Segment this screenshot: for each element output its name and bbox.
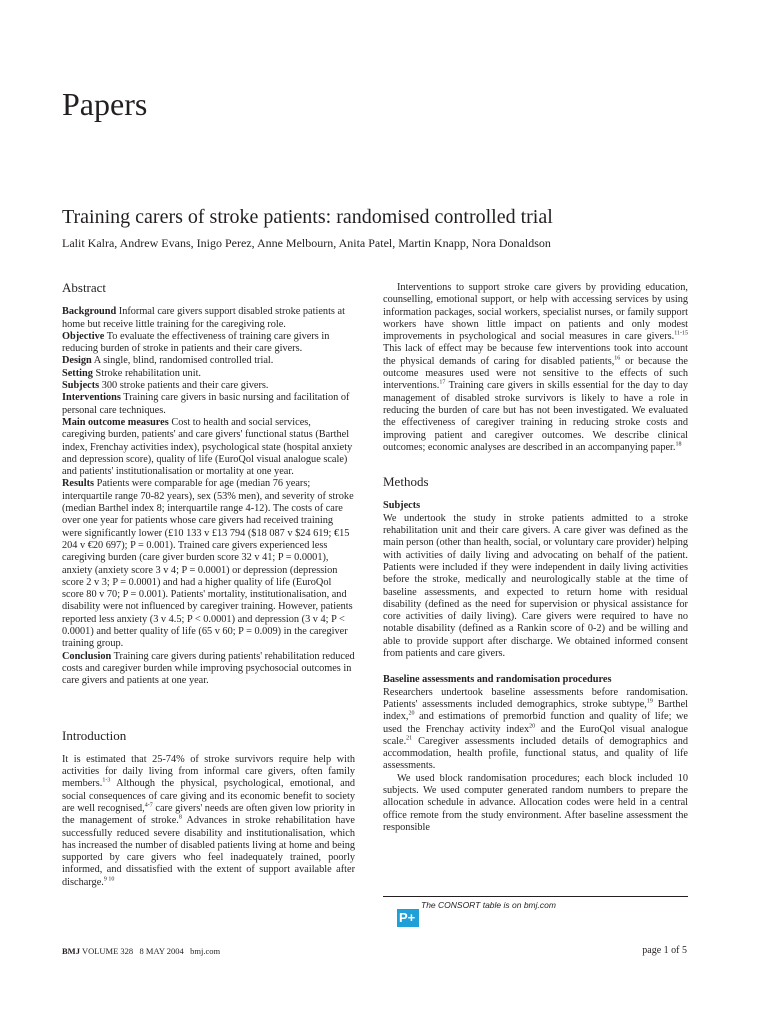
- abstract-background: Background Informal care givers support disabled stroke patients at home but receive little training for the caregiving role.: [62, 306, 345, 330]
- abstract-results: Results Patients were comparable for age (median 76 years; interquartile range 70-82 years), sex (53% men), and severity of stroke (median Barthel index 8; interquartile range 4-12). The costs of care over one year for patients whose care givers had received training were significantly lower (£10 133 v £13 794 ($18 087 v $24 619; €15 204 v €20 697); P = 0.001). Trained care givers experienced less caregiving burden (care giver burden score 32 v 41; P = 0.0001), anxiety (anxiety score 3 v 4; P = 0.0001) or depression (depression score 2 v 3; P = 0.0001) and had a higher quality of life (EuroQol score 80 v 70; P = 0.001). Patients' mortality, institutionalisation, and disability were not influenced by caregiver training. However, patients reported less anxiety (3 v 4.5; P < 0.0001) and depression (3 v 4; P < 0.0001) and better quality of life (65 v 60; P = 0.009) in the caregiver training group.: [62, 478, 354, 650]
- subjects-body: [383, 513, 688, 661]
- footer-volume: VOLUME 328: [81, 946, 134, 956]
- methods-heading: Methods: [383, 474, 429, 490]
- abstract-interventions: Interventions Training care givers in basic nursing and facilitation of personal care techniques.: [62, 392, 350, 416]
- footer-citation: [62, 946, 220, 956]
- section-heading: Papers: [62, 86, 148, 122]
- article-title: Training carers of stroke patients: randomised controlled trial: [62, 206, 553, 228]
- baseline-subheading: Baseline assessments and randomisation procedures: [383, 674, 612, 686]
- footer-journal: BMJ: [62, 946, 80, 956]
- intro-continued: [383, 282, 688, 454]
- subjects-paragraph: We undertook the study in stroke patients admitted to a stroke rehabilitation unit and their care givers. A care giver was defined as the main person (other than health, social, or voluntary care provider) helping with activities of daily living and advocating on behalf of the patient. Patients were included if they were independent in daily living activities before the stroke, medically and neurologically stable at the time of baseline assessments, and expected to return home with residual disability (defined as the need for supervision or physical assistance for core activities of daily living). Care givers were required to have no notable disability (defined as a Rankin score of 0-2) and be willing and able to provide support after discharge. We obtained informed consent from patients and care givers.: [383, 512, 688, 660]
- abstract-heading: Abstract: [62, 280, 107, 295]
- randomisation-paragraph: We used block randomisation procedures; each block included 10 subjects. We used computer generated random numbers to prepare the allocation schedule in advance. Allocation codes were held in a central office remote from the study environment. After baseline assessment the responsible: [383, 772, 688, 833]
- consort-note-text: The CONSORT table is on bmj.com: [421, 900, 556, 910]
- abstract-subjects: Subjects 300 stroke patients and their care givers.: [62, 380, 269, 392]
- introduction-heading: Introduction: [62, 727, 127, 743]
- pplus-logo-icon: P+: [397, 909, 419, 927]
- abstract-setting: Setting Stroke rehabilitation unit.: [62, 367, 202, 379]
- footer-site: bmj.com: [190, 946, 221, 956]
- intro-continued-paragraph: Interventions to support stroke care givers by providing education, counselling, emotional support, or help with accessing services by using information packages, social workers, specialist nurses, or family support workers have shown little impact on patients and only modest improvements in psychological and social measures in care givers.$^{11-15}$ This lack of effect may be because few interventions took into account the physical demands of caring for disabled patients,$^{16}$ or because the outcome measures used were not sensitive to the effects of such interventions.$^{17}$ Training care givers in skills essential for the day to day management of disabled stroke survivors is likely to have a role in reducing the burden of care but has not been investigated. We evaluated the effectiveness of caregiver training in reducing stroke costs and improving patient and caregiver outcomes. We describe clinical outcomes; economic analyses are described in an accompanying paper.$^{18}$: [383, 282, 688, 453]
- left-column: [62, 282, 355, 889]
- right-column: [383, 282, 688, 834]
- abstract-body: [62, 306, 355, 687]
- abstract-outcome-measures: Main outcome measures Cost to health and social services, caregiving burden, patients' and care givers' functional status (Barthel index, Frenchay activities index), psychological state (hospital anxiety and depression score), quality of life (EuroQol visual analogue scale) and patients' institutionalisation or mortality at one year.: [62, 416, 353, 478]
- author-list: Lalit Kalra, Andrew Evans, Inigo Perez, Anne Melbourn, Anita Patel, Martin Knapp, Nora Donaldson: [62, 236, 551, 250]
- footer-date: 8 MAY 2004: [139, 946, 184, 956]
- abstract-objective: Objective To evaluate the effectiveness of training care givers in reducing burden of stroke in patients and their care givers.: [62, 330, 330, 355]
- introduction-paragraph: It is estimated that 25-74% of stroke survivors require help with activities for daily living from informal care givers, often family members.$^{1-3}$ Although the physical, psychological, emotional, and social consequences of care giving and its economic benefit to society are well recognised,$^{4-7}$ care givers' needs are often given low priority in the management of stroke.$^8$ Advances in stroke rehabilitation have successfully reduced severe disability and institutionalisation, which has increased the number of disabled patients living at home and being supported by care givers who feel inadequately trained, poorly informed, and dissatisfied with the extent of support available after discharge.$^{9 10}$: [62, 753, 356, 888]
- abstract-design: Design A single, blind, randomised controlled trial.: [62, 355, 274, 367]
- page-number: page 1 of 5: [642, 945, 687, 956]
- baseline-paragraph: Researchers undertook baseline assessments before randomisation. Patients' assessments included demographics, stroke subtype,$^{19}$ Barthel index,$^{20}$ and estimations of premorbid function and quality of life; we used the Frenchay activity index$^{20}$ and the EuroQol visual analogue scale.$^{21}$ Caregiver assessments included details of demographics and accommodation, health profile, functional status, and quality of life assessments.: [383, 686, 688, 772]
- introduction-body: [62, 754, 355, 889]
- subjects-subheading: Subjects: [383, 500, 421, 512]
- baseline-body: [383, 687, 688, 835]
- abstract-conclusion: Conclusion Training care givers during patients' rehabilitation reduced costs and caregiver burden while improving psychosocial outcomes in care givers and patients at one year.: [62, 650, 355, 687]
- consort-note-box: [383, 896, 688, 927]
